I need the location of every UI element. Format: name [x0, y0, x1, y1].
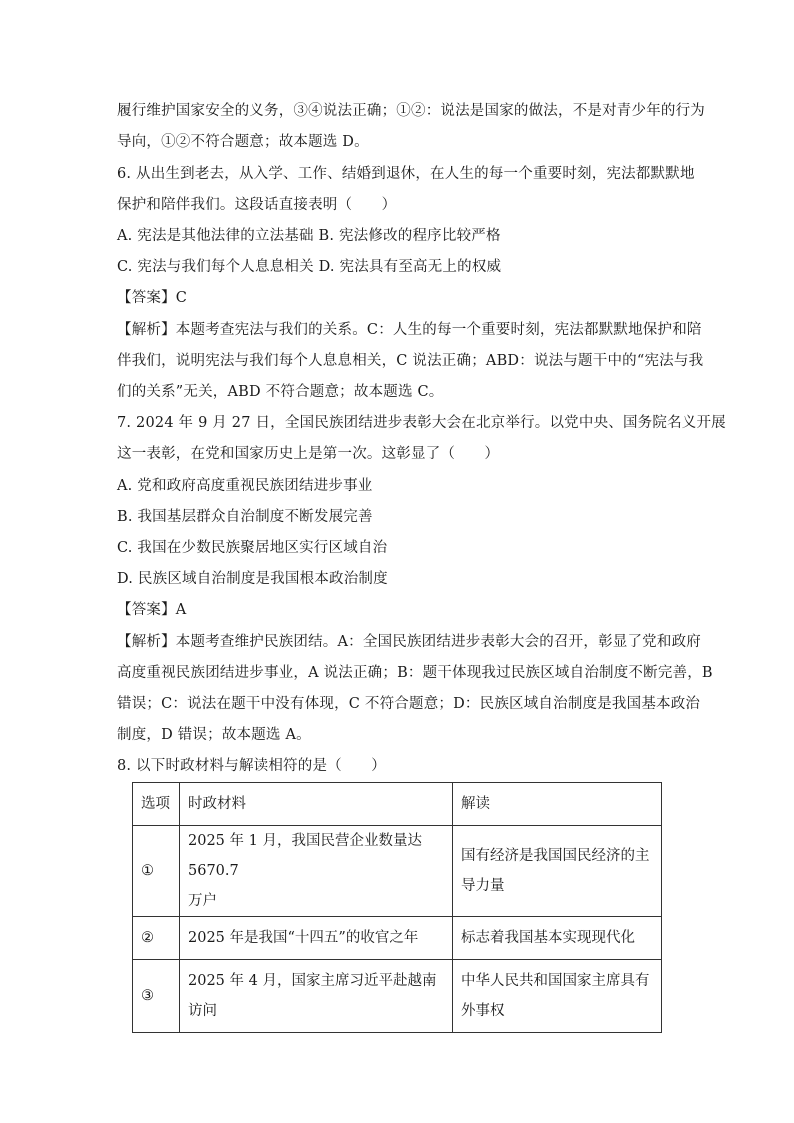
- table-cell-reading: [453, 826, 662, 917]
- question-7-analysis: 高度重视民族团结进步事业，A 说法正确；B：题干体现我过民族区域自治制度不断完善，B: [117, 665, 713, 681]
- table-header-material: 时政材料: [180, 783, 453, 826]
- table-header-reading: 解读: [453, 783, 662, 826]
- question-6-analysis: 伴我们，说明宪法与我们每个人息息相关，C 说法正确；ABD：说法与题干中的“宪法与我: [117, 353, 704, 369]
- question-7-option-a: A. 党和政府高度重视民族团结进步事业: [117, 478, 373, 494]
- question-7-stem: 这一表彰，在党和国家历史上是第一次。这彰显了（ ）: [117, 446, 500, 462]
- question-6-analysis: 们的关系”无关，ABD 不符合题意；故本题选 C。: [117, 384, 444, 400]
- question-6-answer: 【答案】C: [117, 290, 188, 306]
- question-7-option-d: D. 民族区域自治制度是我国根本政治制度: [117, 571, 388, 587]
- question-6-options: C. 宪法与我们每个人息息相关 D. 宪法具有至高无上的权威: [117, 259, 502, 275]
- question-7-option-b: B. 我国基层群众自治制度不断发展完善: [117, 509, 373, 525]
- table-row: [133, 960, 662, 1033]
- table-row: [133, 826, 662, 917]
- question-6-analysis: 【解析】本题考查宪法与我们的关系。C：人生的每一个重要时刻，宪法都默默地保护和陪: [117, 322, 702, 338]
- question-7-option-c: C. 我国在少数民族聚居地区实行区域自治: [117, 540, 388, 556]
- table-cell-option: ①: [133, 826, 180, 917]
- question-7-answer: 【答案】A: [117, 602, 187, 618]
- table-cell-option: ③: [133, 960, 180, 1033]
- table-row: [133, 917, 662, 960]
- table-header-option: 选项: [133, 783, 180, 826]
- cell-text: 中华人民共和国国家主席具有: [461, 973, 650, 989]
- table-cell-material: [180, 826, 453, 917]
- cell-text: 国有经济是我国国民经济的主: [461, 848, 650, 864]
- cell-text: 外事权: [461, 1003, 505, 1019]
- question-6-options: A. 宪法是其他法律的立法基础 B. 宪法修改的程序比较严格: [117, 228, 501, 244]
- text-line: 履行维护国家安全的义务，③④说法正确；①②：说法是国家的做法，不是对青少年的行为: [117, 103, 705, 119]
- question-7-stem: 7. 2024 年 9 月 27 日，全国民族团结进步表彰大会在北京举行。以党中央、国务院名义开展: [117, 415, 726, 431]
- question-6-stem: 保护和陪伴我们。这段话直接表明（ ）: [117, 197, 397, 213]
- cell-text: 万户: [188, 893, 217, 909]
- table-header-row: [133, 783, 662, 826]
- question-7-analysis: 【解析】本题考查维护民族团结。A：全国民族团结进步表彰大会的召开，彰显了党和政府: [117, 634, 701, 650]
- table-cell-reading: 标志着我国基本实现现代化: [453, 917, 662, 960]
- question-8-stem: 8. 以下时政材料与解读相符的是（ ）: [117, 758, 386, 774]
- table-cell-option: ②: [133, 917, 180, 960]
- text-line: 导向，①②不符合题意；故本题选 D。: [117, 134, 369, 150]
- question-7-analysis: 错误；C：说法在题干中没有体现，C 不符合题意；D：民族区域自治制度是我国基本政治: [117, 696, 701, 712]
- question-8-table: [132, 782, 662, 1033]
- table-cell-reading: [453, 960, 662, 1033]
- cell-text: 导力量: [461, 878, 505, 894]
- cell-text: 2025 年 1 月，我国民营企业数量达 5670.7: [188, 833, 422, 879]
- question-7-analysis: 制度，D 错误；故本题选 A。: [117, 727, 311, 743]
- table-cell-material: 2025 年 4 月，国家主席习近平赴越南访问: [180, 960, 453, 1033]
- table-cell-material: 2025 年是我国“十四五”的收官之年: [180, 917, 453, 960]
- question-6-stem: 6. 从出生到老去，从入学、工作、结婚到退休，在人生的每一个重要时刻，宪法都默默地: [117, 166, 695, 182]
